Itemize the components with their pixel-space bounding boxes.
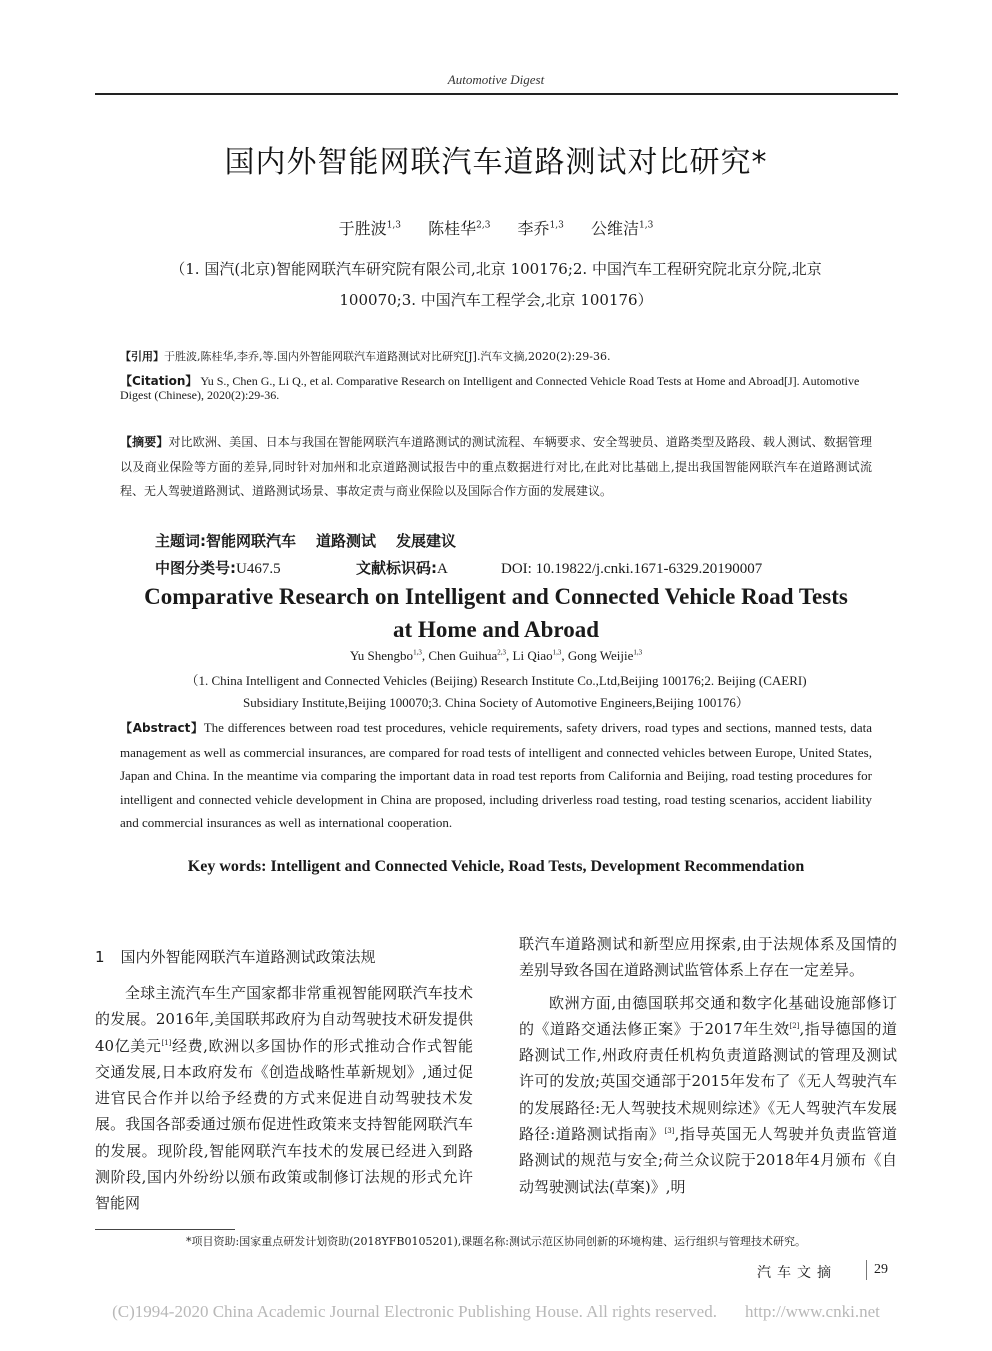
footnote-rule <box>95 1229 235 1230</box>
affiliation-cn-line1: （1. 国汽(北京)智能网联汽车研究院有限公司,北京 100176;2. 中国汽车工程研究院北京分院,北京 <box>170 260 822 278</box>
affiliation-en <box>110 670 882 714</box>
keywords-cn <box>155 530 476 551</box>
paragraph: 联汽车道路测试和新型应用探索,由于法规体系及国情的差别导致各国在道路测试监管体系上存在一定差异。 <box>519 935 897 980</box>
section-title: 国内外智能网联汽车道路测试政策法规 <box>120 948 376 966</box>
citation-cn <box>120 350 872 364</box>
header-rule <box>95 93 898 95</box>
affiliation-cn <box>110 254 882 316</box>
doc-code-label: 文献标识码: <box>356 559 437 577</box>
author-cn-4: 公维洁$^{1,3}$ <box>590 219 654 238</box>
keyword-cn-1: 智能网联汽车 <box>206 532 297 550</box>
author-en-3: Li Qiao$^{1,3}$ <box>512 648 562 663</box>
section-heading <box>95 944 473 970</box>
authors-en: Yu Shengbo$^{1,3}$, Chen Guihua$^{2,3}$, Li Qiao$^{1,3}$, Gong Weijie$^{1,3}$ <box>349 648 643 663</box>
keyword-cn-2: 道路测试 <box>316 532 377 550</box>
keyword-cn-3: 发展建议 <box>396 532 457 550</box>
citation-en <box>120 374 872 402</box>
title-en-line1: Comparative Research on Intelligent and Connected Vehicle Road Tests <box>144 584 848 609</box>
affiliation-en-line2: Subsidiary Institute,Beijing 100070;3. China Society of Automotive Engineers,Beijing 100176） <box>243 695 749 710</box>
affiliation-cn-line2: 100070;3. 中国汽车工程学会,北京 100176） <box>339 291 653 309</box>
title-en <box>90 580 902 646</box>
citation-cn-text: 于胜波,陈桂华,李乔,等.国内外智能网联汽车道路测试对比研究[J].汽车文摘,2020(2):29-36. <box>164 350 611 363</box>
paragraph: 全球主流汽车生产国家都非常重视智能网联汽车技术的发展。2016年,美国联邦政府为自动驾驶技术研发提供40亿美元[1]经费,欧洲以多国协作的形式推动合作式智能交通发展,日本政府发布《创造战略性革新规划》,通过促进官民合作并以给予经费的方式来促进自动驾驶技术发展。我国各部委通过颁布促进性政策来支持智能网联汽车的发展。现阶段,智能网联汽车技术的发展已经进入到路测阶段,国内外纷纷以颁布政策或制修订法规的形式允许智能网 <box>95 984 473 1213</box>
clc-value: U467.5 <box>236 561 281 577</box>
abstract-en-text: The differences between road test procedures, vehicle requirements, safety drivers, road types and sections, manned tests, data management as well as commercial insurances, are compared for road tests of intelligent and connected vehicles between Europe, United States, Japan and China. In the meantime via comparing the important data in road test reports from California and Beijing, road testing procedures for intelligent and connected vehicle development in China are proposed, including driverless road testing, road testing scenarios, accident liability and commercial insurances as well as international cooperation. <box>120 720 872 830</box>
cnki-watermark <box>0 1302 992 1322</box>
author-cn-3: 李乔$^{1,3}$ <box>517 219 564 238</box>
footer-divider <box>866 1260 867 1280</box>
body-left-column <box>95 944 473 1217</box>
affiliation-en-line1: （1. China Intelligent and Connected Vehicles (Beijing) Research Institute Co.,Ltd,Beijing 100176;2. Beijing (CAERI) <box>185 673 807 688</box>
authors-cn <box>0 216 992 239</box>
doc-code-value: A <box>437 561 448 577</box>
author-en-1: Yu Shengbo$^{1,3}$ <box>349 648 422 663</box>
abstract-cn-label: 【摘要】 <box>120 435 169 449</box>
cnki-url: http://www.cnki.net <box>744 1302 880 1321</box>
journal-name: 汽车文摘 <box>757 1265 837 1281</box>
author-en-2: Chen Guihua$^{2,3}$ <box>428 648 507 663</box>
citation-en-text: Yu S., Chen G., Li Q., et al. Comparative Research on Intelligent and Connected Vehicle Road Tests at Home and Abroad[J]. Automotive Digest (Chinese), 2020(2):29-36. <box>120 374 860 402</box>
author-cn-1: 于胜波$^{1,3}$ <box>338 219 402 238</box>
citation-cn-label: 【引用】 <box>120 350 164 363</box>
classification-row <box>155 557 762 578</box>
running-header: Automotive Digest <box>447 72 545 87</box>
keywords-en: Key words: Intelligent and Connected Vehicle, Road Tests, Development Recommendation <box>187 858 805 875</box>
keywords-cn-label: 主题词: <box>155 532 206 550</box>
author-en-4: Gong Weijie$^{1,3}$ <box>567 648 643 663</box>
citation-en-label: 【Citation】 <box>120 374 198 388</box>
abstract-cn <box>120 430 872 504</box>
copyright-text: (C)1994-2020 China Academic Journal Electronic Publishing House. All rights reserved. <box>112 1302 717 1321</box>
reference-marker: [2] <box>789 1021 800 1030</box>
abstract-en <box>120 716 872 835</box>
paragraph: 欧洲方面,由德国联邦交通和数字化基础设施部修订的《道路交通法修正案》于2017年生效[2],指导德国的道路测试工作,州政府责任机构负责道路测试的管理及测试许可的发放;英国交通部于2015年发布了《无人驾驶汽车的发展路径:无人驾驶技术规则综述》《无人驾驶汽车发展路径:道路测试指南》[3],指导英国无人驾驶并负责监管道路测试的规范与安全;荷兰众议院于2018年4月颁布《自动驾驶测试法(草案)》,明 <box>519 993 897 1196</box>
reference-marker: [3] <box>664 1127 675 1136</box>
doi: DOI: 10.19822/j.cnki.1671-6329.20190007 <box>501 561 763 577</box>
section-number: 1 <box>95 948 105 966</box>
page-number: 29 <box>874 1262 888 1277</box>
reference-marker: [1] <box>161 1038 172 1047</box>
clc-label: 中图分类号: <box>155 559 236 577</box>
abstract-cn-text: 对比欧洲、美国、日本与我国在智能网联汽车道路测试的测试流程、车辆要求、安全驾驶员、道路类型及路段、载人测试、数据管理以及商业保险等方面的差异,同时针对加州和北京道路测试报告中的重点数据进行对比,在此对比基础上,提出我国智能网联汽车在道路测试流程、无人驾驶道路测试、道路测试场景、事故定责与商业保险以及国际合作方面的发展建议。 <box>120 435 872 498</box>
body-right-column <box>519 931 897 1200</box>
title-cn: 国内外智能网联汽车道路测试对比研究* <box>224 145 768 180</box>
title-en-line2: at Home and Abroad <box>393 617 599 642</box>
abstract-en-label: 【Abstract】 <box>120 721 204 735</box>
author-cn-2: 陈桂华$^{2,3}$ <box>428 219 491 238</box>
footnote: *项目资助:国家重点研发计划资助(2018YFB0105201),课题名称:测试示范区协同创新的环境构建、运行组织与管理技术研究。 <box>186 1235 806 1248</box>
